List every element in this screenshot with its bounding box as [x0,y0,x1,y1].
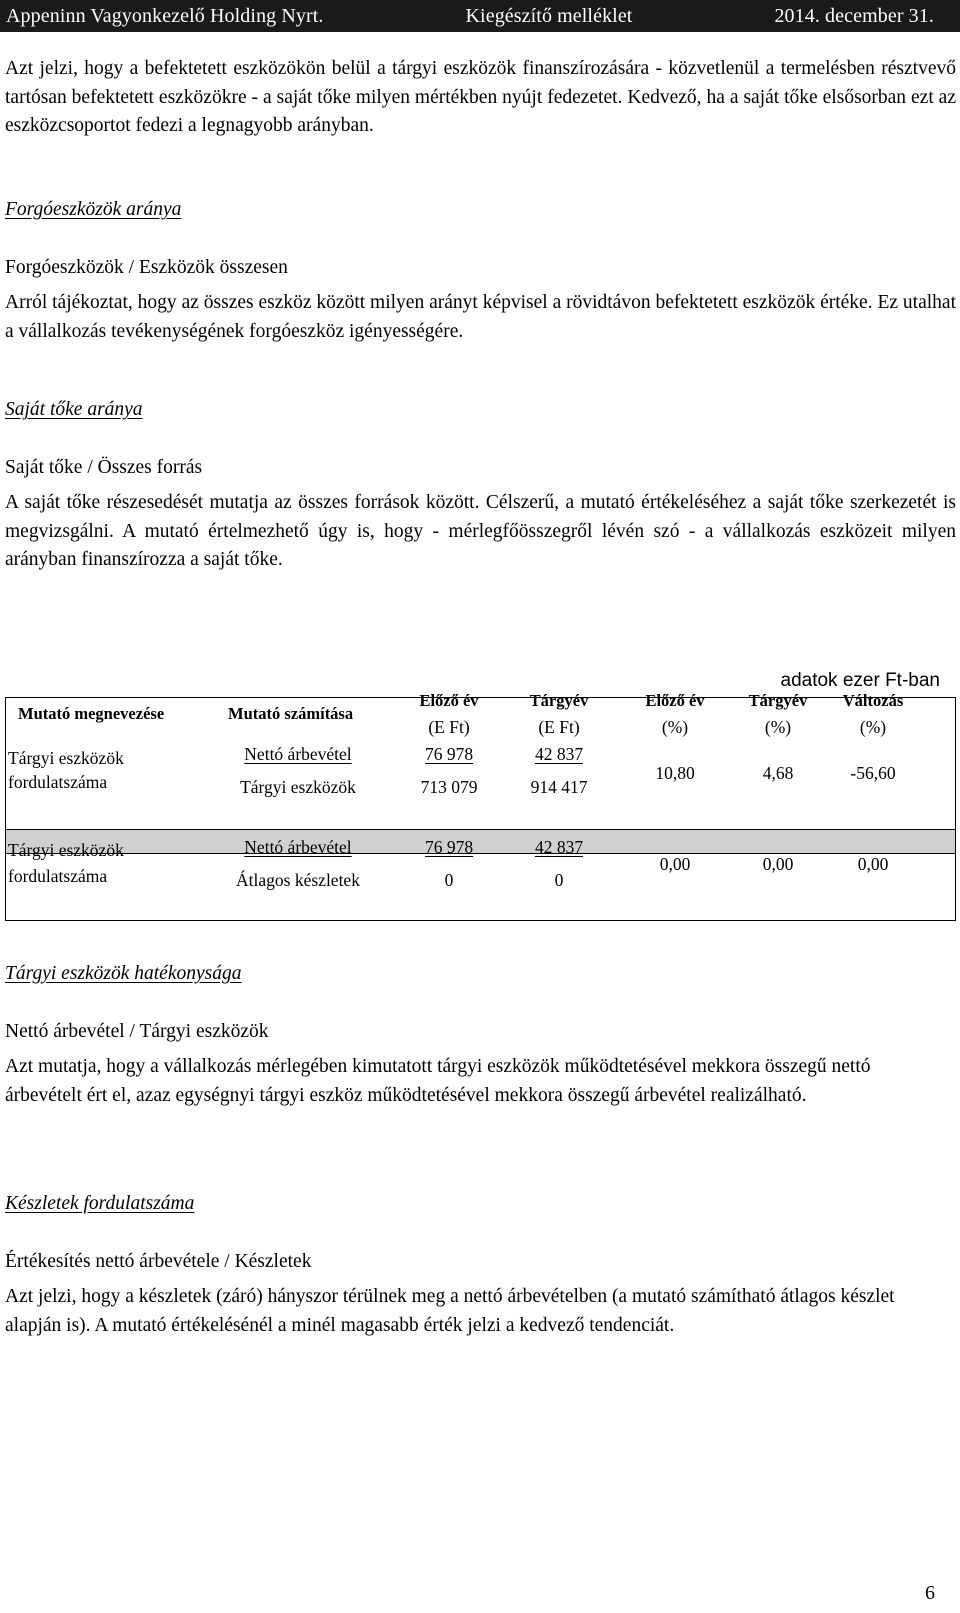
row1-denominator: Tárgyi eszközök [240,777,356,797]
col-header-name: Mutató megnevezése [18,704,165,723]
page-number: 6 [925,1582,935,1604]
indicator-table [5,691,956,921]
row2-prev-num: 76 978 [424,837,474,857]
col-header-change: Változás [842,691,904,710]
row1-prev-num: 76 978 [424,744,474,764]
row2-name-line1: Tárgyi eszközök [8,840,124,860]
col-header-calc: Mutató számítása [228,704,354,723]
row1-name-line2: fordulatszáma [8,772,108,792]
unit-note: adatok ezer Ft-ban [780,670,940,691]
row2-curr-den: 0 [554,870,564,890]
company-name: Appeninn Vagyonkezelő Holding Nyrt. [6,4,324,27]
section-formula-sajat-toke: Saját tőke / Összes forrás [5,457,203,478]
row2-curr-num: 42 837 [534,837,584,857]
col-header-curr-pct-sub: (%) [764,717,792,737]
intro-paragraph: Azt jelzi, hogy a befektetett eszközökön belül a tárgyi eszközök finanszírozására - közvetlenül a termelésben résztvevő tartósan befektetett eszközökre - a saját tőke milyen mértékben nyújt fedezetet. Kedvező, ha a saját tőke elsősorban ezt az eszközcsoportot fedezi a legnagyobb arányban. [5,58,956,136]
document-name: Kiegészítő melléklet [465,4,633,27]
section-heading-keszletek: Készletek fordulatszáma [5,1193,195,1214]
row1-numerator: Nettó árbevétel [244,744,352,764]
row2-denominator: Átlagos készletek [236,870,360,890]
row2-curr-pct: 0,00 [762,854,794,874]
page-header [0,0,960,32]
section-heading-sajat-toke: Saját tőke aránya [5,399,143,420]
row2-prev-pct: 0,00 [659,854,691,874]
col-header-prev: Előző év [419,691,479,710]
row1-prev-den: 713 079 [420,777,478,797]
col-header-prev-sub: (E Ft) [428,717,470,737]
section-heading-forgoeszkozok: Forgóeszközök aránya [5,199,182,220]
row1-change: -56,60 [850,763,896,783]
col-header-curr-sub: (E Ft) [538,717,580,737]
col-header-change-sub: (%) [859,717,887,737]
row1-prev-pct: 10,80 [655,763,695,783]
section-heading-targyi-hatekonysag: Tárgyi eszközök hatékonysága [5,963,242,984]
row2-name-line2: fordulatszáma [8,866,108,886]
row1-curr-pct: 4,68 [762,763,794,783]
row2-numerator: Nettó árbevétel [244,837,352,857]
col-header-curr-pct: Tárgyév [748,691,808,710]
row2-prev-den: 0 [444,870,454,890]
section-description-sajat-toke: A saját tőke részesedését mutatja az összes források között. Célszerű, a mutató értékeléséhez a saját tőke szerkezetét is megvizsgálni. A mutató értelmezhető úgy is, hogy - mérlegfőösszegről lévén szó - a vállalkozás eszközeit milyen arányban finanszírozza a saját tőke. [5,492,956,570]
section-description-keszletek: Azt jelzi, hogy a készletek (záró) hányszor térülnek meg a nettó árbevételben (a mutató számítható átlagos készlet alapján is). A mutató értékelésénél a minél magasabb érték jelzi a kedvező tendenciát. [5,1286,895,1336]
section-description-targyi-hatekonysag: Azt mutatja, hogy a vállalkozás mérlegében kimutatott tárgyi eszközök működtetésével mekkora összegű nettó árbevételt ért el, azaz egységnyi tárgyi eszköz működtetésével mekkora összegű árbevétel realizálható. [5,1056,871,1106]
row2-change: 0,00 [857,854,889,874]
report-date: 2014. december 31. [774,4,934,27]
col-header-prev-pct-sub: (%) [661,717,689,737]
row1-curr-num: 42 837 [534,744,584,764]
row1-name-line1: Tárgyi eszközök [8,748,124,768]
section-description-forgoeszkozok: Arról tájékoztat, hogy az összes eszköz között milyen arányt képvisel a rövidtávon befektetett eszközök értéke. Ez utalhat a vállalkozás tevékenységének forgóeszköz igényességére. [5,292,956,342]
section-formula-keszletek: Értékesítés nettó árbevétele / Készletek [5,1251,312,1272]
col-header-curr: Tárgyév [529,691,589,710]
section-formula-forgoeszkozok: Forgóeszközök / Eszközök összesen [5,257,288,278]
col-header-prev-pct: Előző év [645,691,705,710]
section-formula-targyi-hatekonysag: Nettó árbevétel / Tárgyi eszközök [5,1021,269,1042]
row1-curr-den: 914 417 [530,777,588,797]
